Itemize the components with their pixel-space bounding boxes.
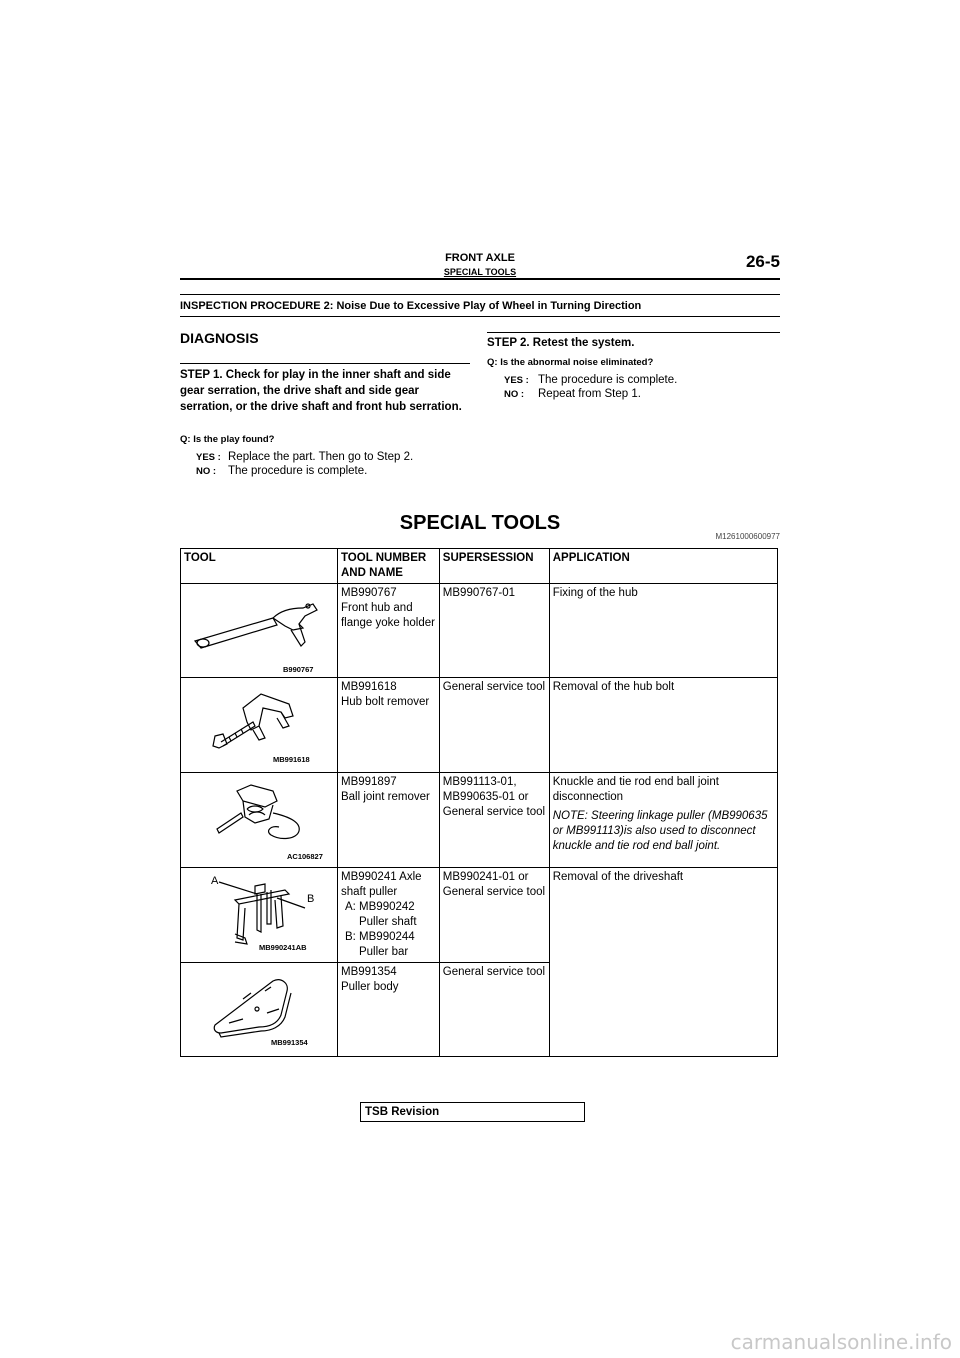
label-a: A bbox=[211, 875, 219, 887]
tool-number-cell bbox=[337, 868, 439, 963]
supersession-cell: MB990241-01 or General service tool bbox=[439, 868, 549, 963]
tool-name: Front hub and flange yoke holder bbox=[340, 602, 435, 629]
tool-number: MB991897 bbox=[340, 776, 397, 788]
no-key: NO : bbox=[196, 466, 217, 477]
application-cell bbox=[549, 773, 777, 868]
supersession-cell: General service tool bbox=[439, 963, 549, 1057]
supersession-cell: MB991113-01, MB990635-01 or General service tool bbox=[439, 773, 549, 868]
tool-name: Puller body bbox=[340, 981, 399, 993]
step1-title: STEP 1. Check for play in the inner shaft and side gear serration, the drive shaft and side gear serration, or the drive shaft and front hub serration. bbox=[180, 369, 462, 413]
yes-key: YES : bbox=[196, 452, 221, 463]
application-cell: Fixing of the hub bbox=[549, 584, 777, 678]
page-number: 26-5 bbox=[745, 252, 780, 271]
tool-image-cell bbox=[181, 868, 338, 963]
application-cell: Removal of the driveshaft bbox=[549, 868, 777, 1057]
tool-number: MB991354 bbox=[340, 966, 397, 978]
tool-number: MB990241 Axle shaft puller bbox=[340, 871, 422, 898]
application-note: NOTE: Steering linkage puller (MB990635 or MB991113)is also used to disconnect knuckle and tie rod end ball joint. bbox=[552, 810, 768, 852]
subsection-title: SPECIAL TOOLS bbox=[443, 267, 517, 277]
application-cell: Removal of the hub bolt bbox=[549, 678, 777, 773]
yes-key: YES : bbox=[504, 375, 529, 386]
special-tools-title: SPECIAL TOOLS bbox=[399, 512, 561, 534]
yes-text: The procedure is complete. bbox=[538, 374, 678, 386]
step2-question: Q: Is the abnormal noise eliminated? bbox=[487, 357, 654, 368]
tool-name: Ball joint remover bbox=[340, 791, 430, 803]
table-row bbox=[181, 868, 778, 963]
tool-image-cell bbox=[181, 678, 338, 773]
application-text: Knuckle and tie rod end ball joint disconnection bbox=[552, 776, 719, 803]
tool-caption: AC106827 bbox=[287, 852, 323, 861]
special-tools-code: M1261000600977 bbox=[715, 532, 780, 541]
puller-body-illustration bbox=[181, 963, 336, 1055]
tool-image-cell bbox=[181, 773, 338, 868]
tsb-revision-box: TSB Revision bbox=[360, 1102, 585, 1122]
section-title: FRONT AXLE bbox=[445, 252, 515, 264]
inspection-bottom-rule bbox=[180, 316, 780, 317]
part-a: A: MB990242 bbox=[344, 901, 415, 913]
inspection-top-rule bbox=[180, 294, 780, 295]
tool-image-cell bbox=[181, 584, 338, 678]
no-text: Repeat from Step 1. bbox=[538, 388, 641, 400]
tool-caption: MB991354 bbox=[271, 1038, 308, 1047]
tool-number: MB990767 bbox=[340, 587, 397, 599]
hub-bolt-remover-illustration bbox=[181, 678, 336, 770]
col-header-number: TOOL NUMBER AND NAME bbox=[337, 549, 439, 584]
watermark: carmanualsonline.info bbox=[730, 1330, 952, 1354]
tool-number-cell bbox=[337, 773, 439, 868]
col-header-tool: TOOL bbox=[181, 549, 338, 584]
col-header-application: APPLICATION bbox=[549, 549, 777, 584]
step2-title: STEP 2. Retest the system. bbox=[487, 337, 635, 349]
tool-number-cell bbox=[337, 678, 439, 773]
special-tools-table bbox=[180, 548, 778, 1057]
tool-caption: MB991618 bbox=[273, 755, 310, 764]
inspection-title: INSPECTION PROCEDURE 2: Noise Due to Excessive Play of Wheel in Turning Direction bbox=[180, 300, 642, 312]
no-text: The procedure is complete. bbox=[228, 465, 368, 477]
tool-number-cell bbox=[337, 963, 439, 1057]
table-row bbox=[181, 678, 778, 773]
step1-no bbox=[196, 461, 367, 479]
step1-rule bbox=[180, 363, 470, 364]
supersession-cell: General service tool bbox=[439, 678, 549, 773]
tool-number: MB991618 bbox=[340, 681, 397, 693]
step1-question: Q: Is the play found? bbox=[180, 434, 275, 445]
supersession-cell: MB990767-01 bbox=[439, 584, 549, 678]
yes-text: Replace the part. Then go to Step 2. bbox=[228, 451, 414, 463]
label-b: B bbox=[307, 893, 315, 905]
tool-caption: B990767 bbox=[283, 665, 314, 674]
step2-rule bbox=[487, 332, 780, 333]
no-key: NO : bbox=[504, 389, 525, 400]
diagnosis-title: DIAGNOSIS bbox=[180, 330, 259, 346]
part-b-name: Puller bar bbox=[358, 946, 409, 958]
tool-number-cell bbox=[337, 584, 439, 678]
col-header-supersession: SUPERSESSION bbox=[439, 549, 549, 584]
table-row bbox=[181, 773, 778, 868]
table-header-row bbox=[181, 549, 778, 584]
tool-image-cell bbox=[181, 963, 338, 1057]
part-b: B: MB990244 bbox=[344, 931, 415, 943]
tool-name: Hub bolt remover bbox=[340, 696, 430, 708]
tool-caption: MB990241AB bbox=[259, 943, 307, 952]
step2-no bbox=[504, 384, 641, 402]
table-row bbox=[181, 584, 778, 678]
header-rule bbox=[180, 278, 780, 280]
part-a-name: Puller shaft bbox=[358, 916, 417, 928]
